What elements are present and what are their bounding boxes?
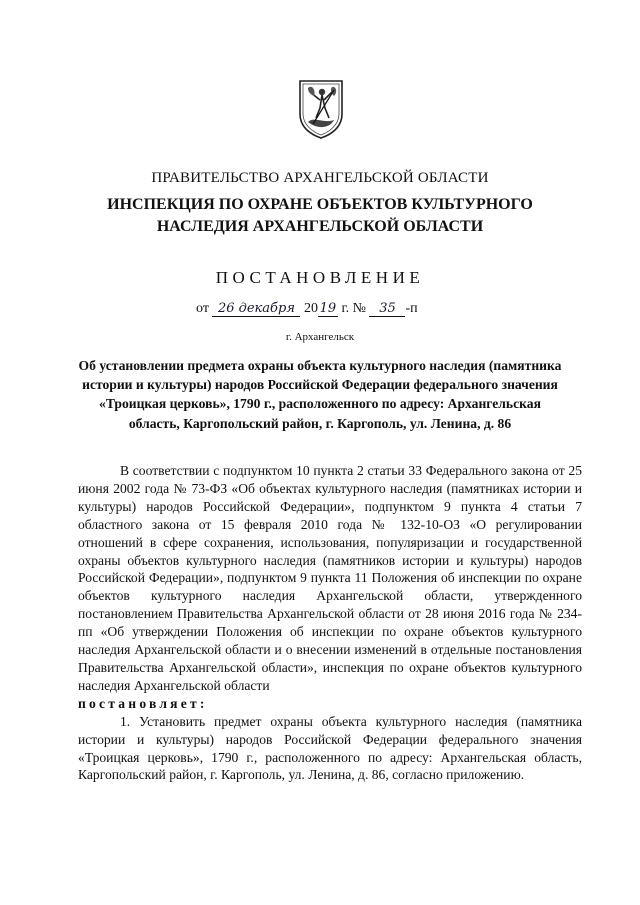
year-prefix: 20: [303, 301, 318, 316]
handwritten-number: 35: [369, 301, 405, 317]
coat-of-arms-archangel-icon: [296, 78, 346, 140]
decree-date-number-line: [196, 301, 496, 317]
item-1-paragraph: 1. Установить предмет охраны объекта культурного наследия (памятника истории и культуры) народов Российской Федерации федерального значения «Троицкая церковь», 1790 г., расположенного по адресу: Архангельская область, Каргопольский район, г. Каргополь, ул. Ленина, д. 86, согласно приложению.: [78, 713, 582, 783]
handwritten-year: 19: [319, 301, 337, 316]
preamble-paragraph: В соответствии с подпунктом 10 пункта 2 статьи 33 Федерального закона от 25 июня 2002 года № 73-ФЗ «Об объектах культурного наследия (памятниках истории и культуры) народов Российской Федерации», подпунктом 9 пункта 4 статьи 7 областного закона от 15 февраля 2010 года № 132-10-ОЗ «О регулировании отношений в сфере сохранения, использования, популяризации и государственной охраны объектов культурного наследия (памятников истории и культуры) народов Российской Федерации», подпунктом 9 пункта 11 Положения об инспекции по охране объектов культурного наследия Архангельской области, утвержденного постановлением Правительства Архангельской области от 28 июня 2016 года № 234-пп «Об утверждении Положения об инспекции по охране объектов культурного наследия Архангельской области и о внесении изменений в отдельные постановления Правительства Архангельской области», инспекция по охране объектов культурного наследия Архангельской области: [78, 463, 582, 693]
number-suffix: -п: [405, 301, 418, 316]
decree-title: ПОСТАНОВЛЕНИЕ: [215, 268, 425, 287]
resolves-word: постановляет:: [78, 695, 208, 711]
handwritten-date: 26 декабря: [212, 301, 300, 317]
government-name: ПРАВИТЕЛЬСТВО АРХАНГЕЛЬСКОЙ ОБЛАСТИ: [151, 170, 489, 186]
date-prefix: от: [196, 301, 209, 316]
inspection-name: ИНСПЕКЦИЯ ПО ОХРАНЕ ОБЪЕКТОВ КУЛЬТУРНОГО НАСЛЕДИЯ АРХАНГЕЛЬСКОЙ ОБЛАСТИ: [107, 196, 533, 235]
year-unit-number-label: г. №: [341, 301, 366, 316]
city-name: г. Архангельск: [285, 331, 355, 343]
decree-subject: Об установлении предмета охраны объекта культурного наследия (памятника истории и культуры) народов Российской Федерации федерального значения «Троицкая церковь», 1790 г., расположенного по адресу: Архангельская область, Каргопольский район, г. Каргополь, ул. Ленина, д. 86: [78, 358, 562, 431]
decree-body: [78, 462, 582, 784]
